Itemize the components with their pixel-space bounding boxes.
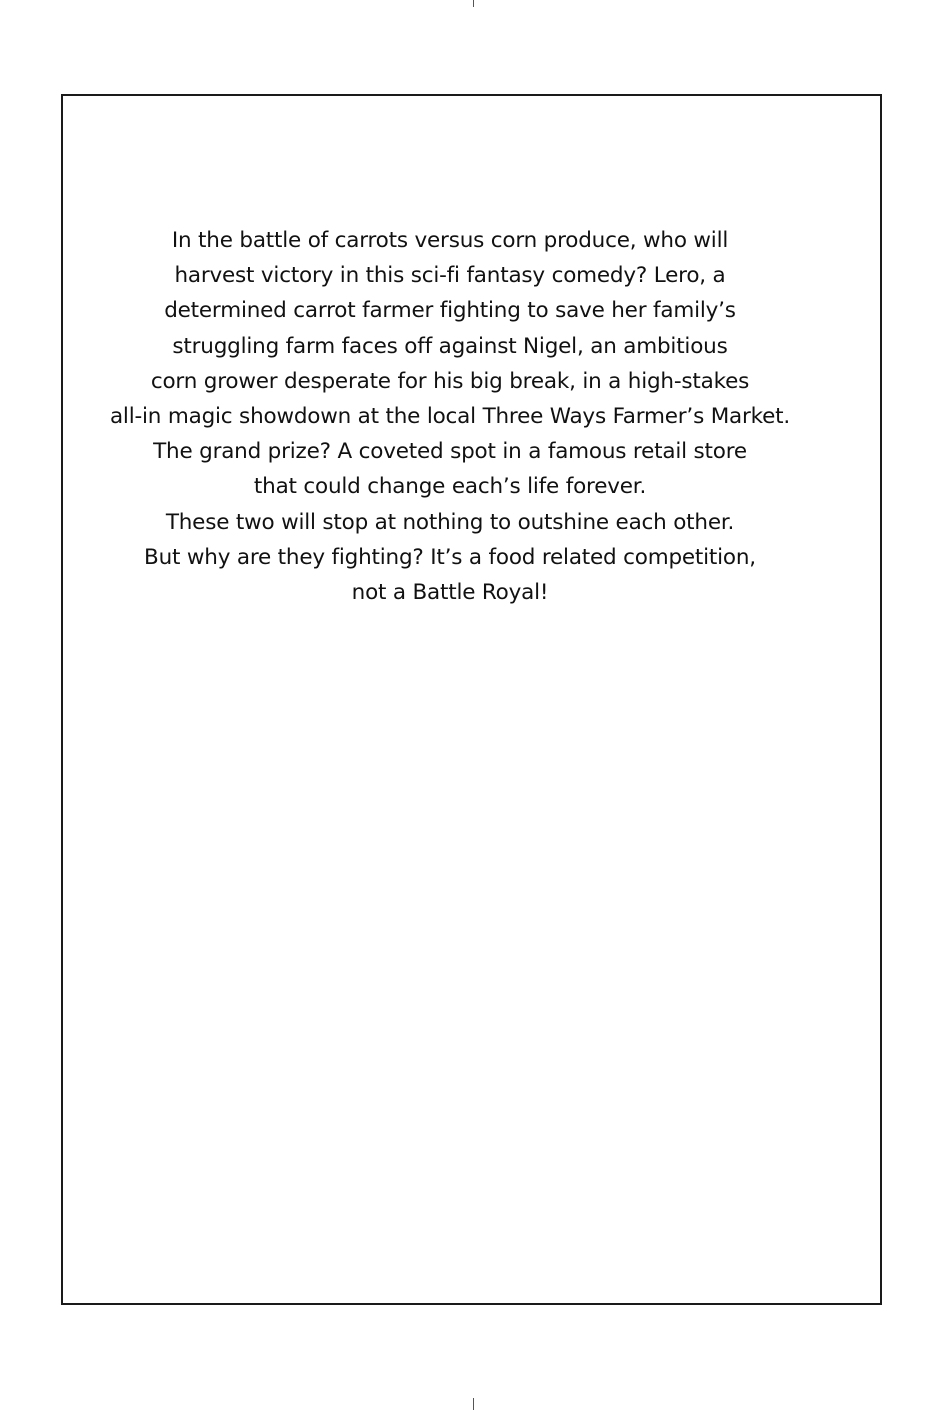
blurb-line: that could change each’s life forever. — [253, 474, 647, 500]
blurb-line: In the battle of carrots versus corn produce, who will — [171, 228, 729, 253]
blurb-line: all-in magic showdown at the local Three Ways Farmer’s Market. — [109, 403, 791, 429]
blurb-line: determined carrot farmer fighting to save her family’s — [164, 298, 736, 324]
blurb-line: struggling farm faces off against Nigel, an ambitious — [172, 333, 728, 359]
blurb-line: These two will stop at nothing to outshine each other. — [165, 509, 735, 535]
blurb-line: But why are they fighting? It’s a food related competition, — [144, 544, 756, 570]
blurb-line: harvest victory in this sci-fi fantasy comedy? Lero, a — [174, 263, 726, 289]
blurb-line: not a Battle Royal! — [351, 579, 549, 605]
crop-mark-top — [473, 0, 474, 7]
blurb-line: corn grower desperate for his big break, in a high-stakes — [150, 368, 750, 394]
blurb-line: The grand prize? A coveted spot in a famous retail store — [153, 439, 747, 465]
crop-mark-bottom — [473, 1398, 474, 1410]
book-blurb — [0, 223, 900, 610]
